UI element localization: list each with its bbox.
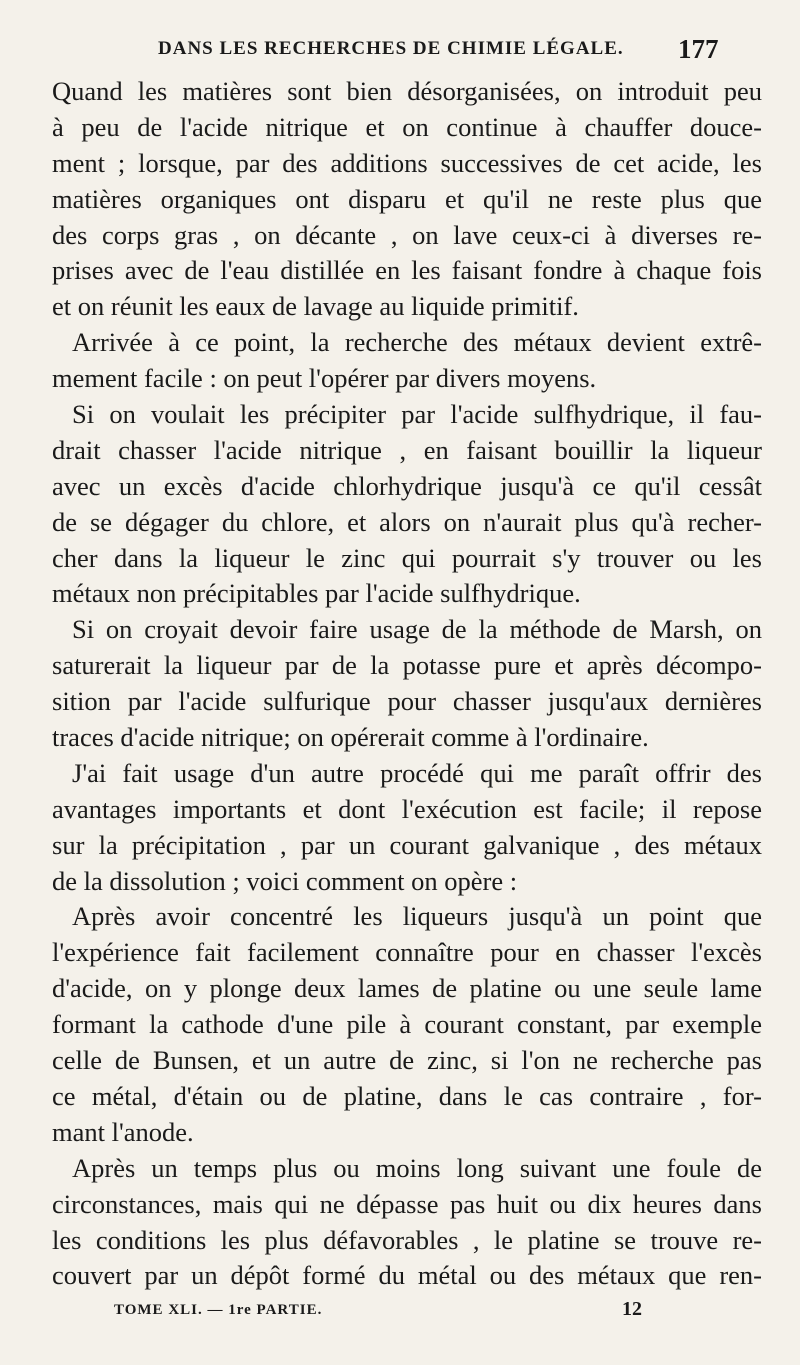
paragraph (52, 612, 762, 756)
paragraph (52, 756, 762, 900)
text-line: avec un excès d'acide chlorhydrique jusqu'à ce qu'il cessât (52, 470, 762, 501)
text-line: d'acide, on y plonge deux lames de platine ou une seule lame (52, 973, 762, 1004)
page-footer (0, 1298, 800, 1328)
body-text (52, 74, 762, 1294)
text-line: J'ai fait usage d'un autre procédé qui me paraît offrir des (72, 757, 762, 788)
text-line: avantages importants et dont l'exécution est facile; il repose (52, 793, 762, 824)
text-line: ce métal, d'étain ou de platine, dans le cas contraire , for- (52, 1080, 762, 1111)
text-line: de la dissolution ; voici comment on opère : (52, 865, 518, 896)
text-line: celle de Bunsen, et un autre de zinc, si l'on ne recherche pas (52, 1045, 762, 1076)
text-line: les conditions les plus défavorables , le platine se trouve re- (52, 1224, 762, 1255)
text-line: l'expérience fait facilement connaître pour en chasser l'excès (52, 937, 762, 968)
text-line: et on réunit les eaux de lavage au liquide primitif. (52, 291, 579, 322)
text-line: de se dégager du chlore, et alors on n'aurait plus qu'à recher- (52, 506, 762, 537)
text-line: Après avoir concentré les liqueurs jusqu'à un point que (72, 901, 762, 932)
text-line: métaux non précipitables par l'acide sulfhydrique. (52, 578, 581, 609)
text-line: mant l'anode. (52, 1116, 194, 1147)
text-line: formant la cathode d'une pile à courant constant, par exemple (52, 1009, 762, 1040)
text-line: Arrivée à ce point, la recherche des métaux devient extrê- (72, 327, 762, 358)
text-line: prises avec de l'eau distillée en les faisant fondre à chaque fois (52, 255, 762, 286)
sheet-number: 12 (622, 1298, 642, 1320)
paragraph (52, 1151, 762, 1295)
text-line: traces d'acide nitrique; on opérerait comme à l'ordinaire. (52, 722, 649, 753)
text-line: couvert par un dépôt formé du métal ou des métaux que ren- (52, 1260, 762, 1291)
running-header (0, 34, 800, 64)
paragraph (52, 74, 762, 325)
text-line: des corps gras , on décante , on lave ceux-ci à diverses re- (52, 219, 762, 250)
text-line: saturerait la liqueur par de la potasse pure et après décompo- (52, 650, 762, 681)
page-number: 177 (678, 34, 719, 64)
text-line: Après un temps plus ou moins long suivant une foule de (72, 1152, 762, 1183)
volume-signature: TOME XLI. — 1re PARTIE. (114, 1302, 323, 1318)
text-line: mement facile : on peut l'opérer par divers moyens. (52, 363, 597, 394)
paragraph (52, 397, 762, 612)
text-line: Si on croyait devoir faire usage de la méthode de Marsh, on (72, 614, 762, 645)
text-line: Si on voulait les précipiter par l'acide sulfhydrique, il fau- (72, 399, 762, 430)
text-line: sur la précipitation , par un courant galvanique , des métaux (52, 829, 762, 860)
text-line: drait chasser l'acide nitrique , en faisant bouillir la liqueur (52, 434, 762, 465)
running-title: DANS LES RECHERCHES DE CHIMIE LÉGALE. (158, 38, 624, 59)
text-line: à peu de l'acide nitrique et on continue à chauffer douce- (52, 111, 762, 142)
paragraph (52, 899, 762, 1150)
text-line: matières organiques ont disparu et qu'il ne reste plus que (52, 183, 762, 214)
text-line: Quand les matières sont bien désorganisées, on introduit peu (52, 76, 762, 106)
paragraph (52, 325, 762, 397)
text-line: circonstances, mais qui ne dépasse pas huit ou dix heures dans (52, 1188, 762, 1219)
text-line: cher dans la liqueur le zinc qui pourrait s'y trouver ou les (52, 542, 762, 573)
text-line: sition par l'acide sulfurique pour chasser jusqu'aux dernières (52, 686, 762, 717)
text-line: ment ; lorsque, par des additions successives de cet acide, les (52, 147, 762, 178)
